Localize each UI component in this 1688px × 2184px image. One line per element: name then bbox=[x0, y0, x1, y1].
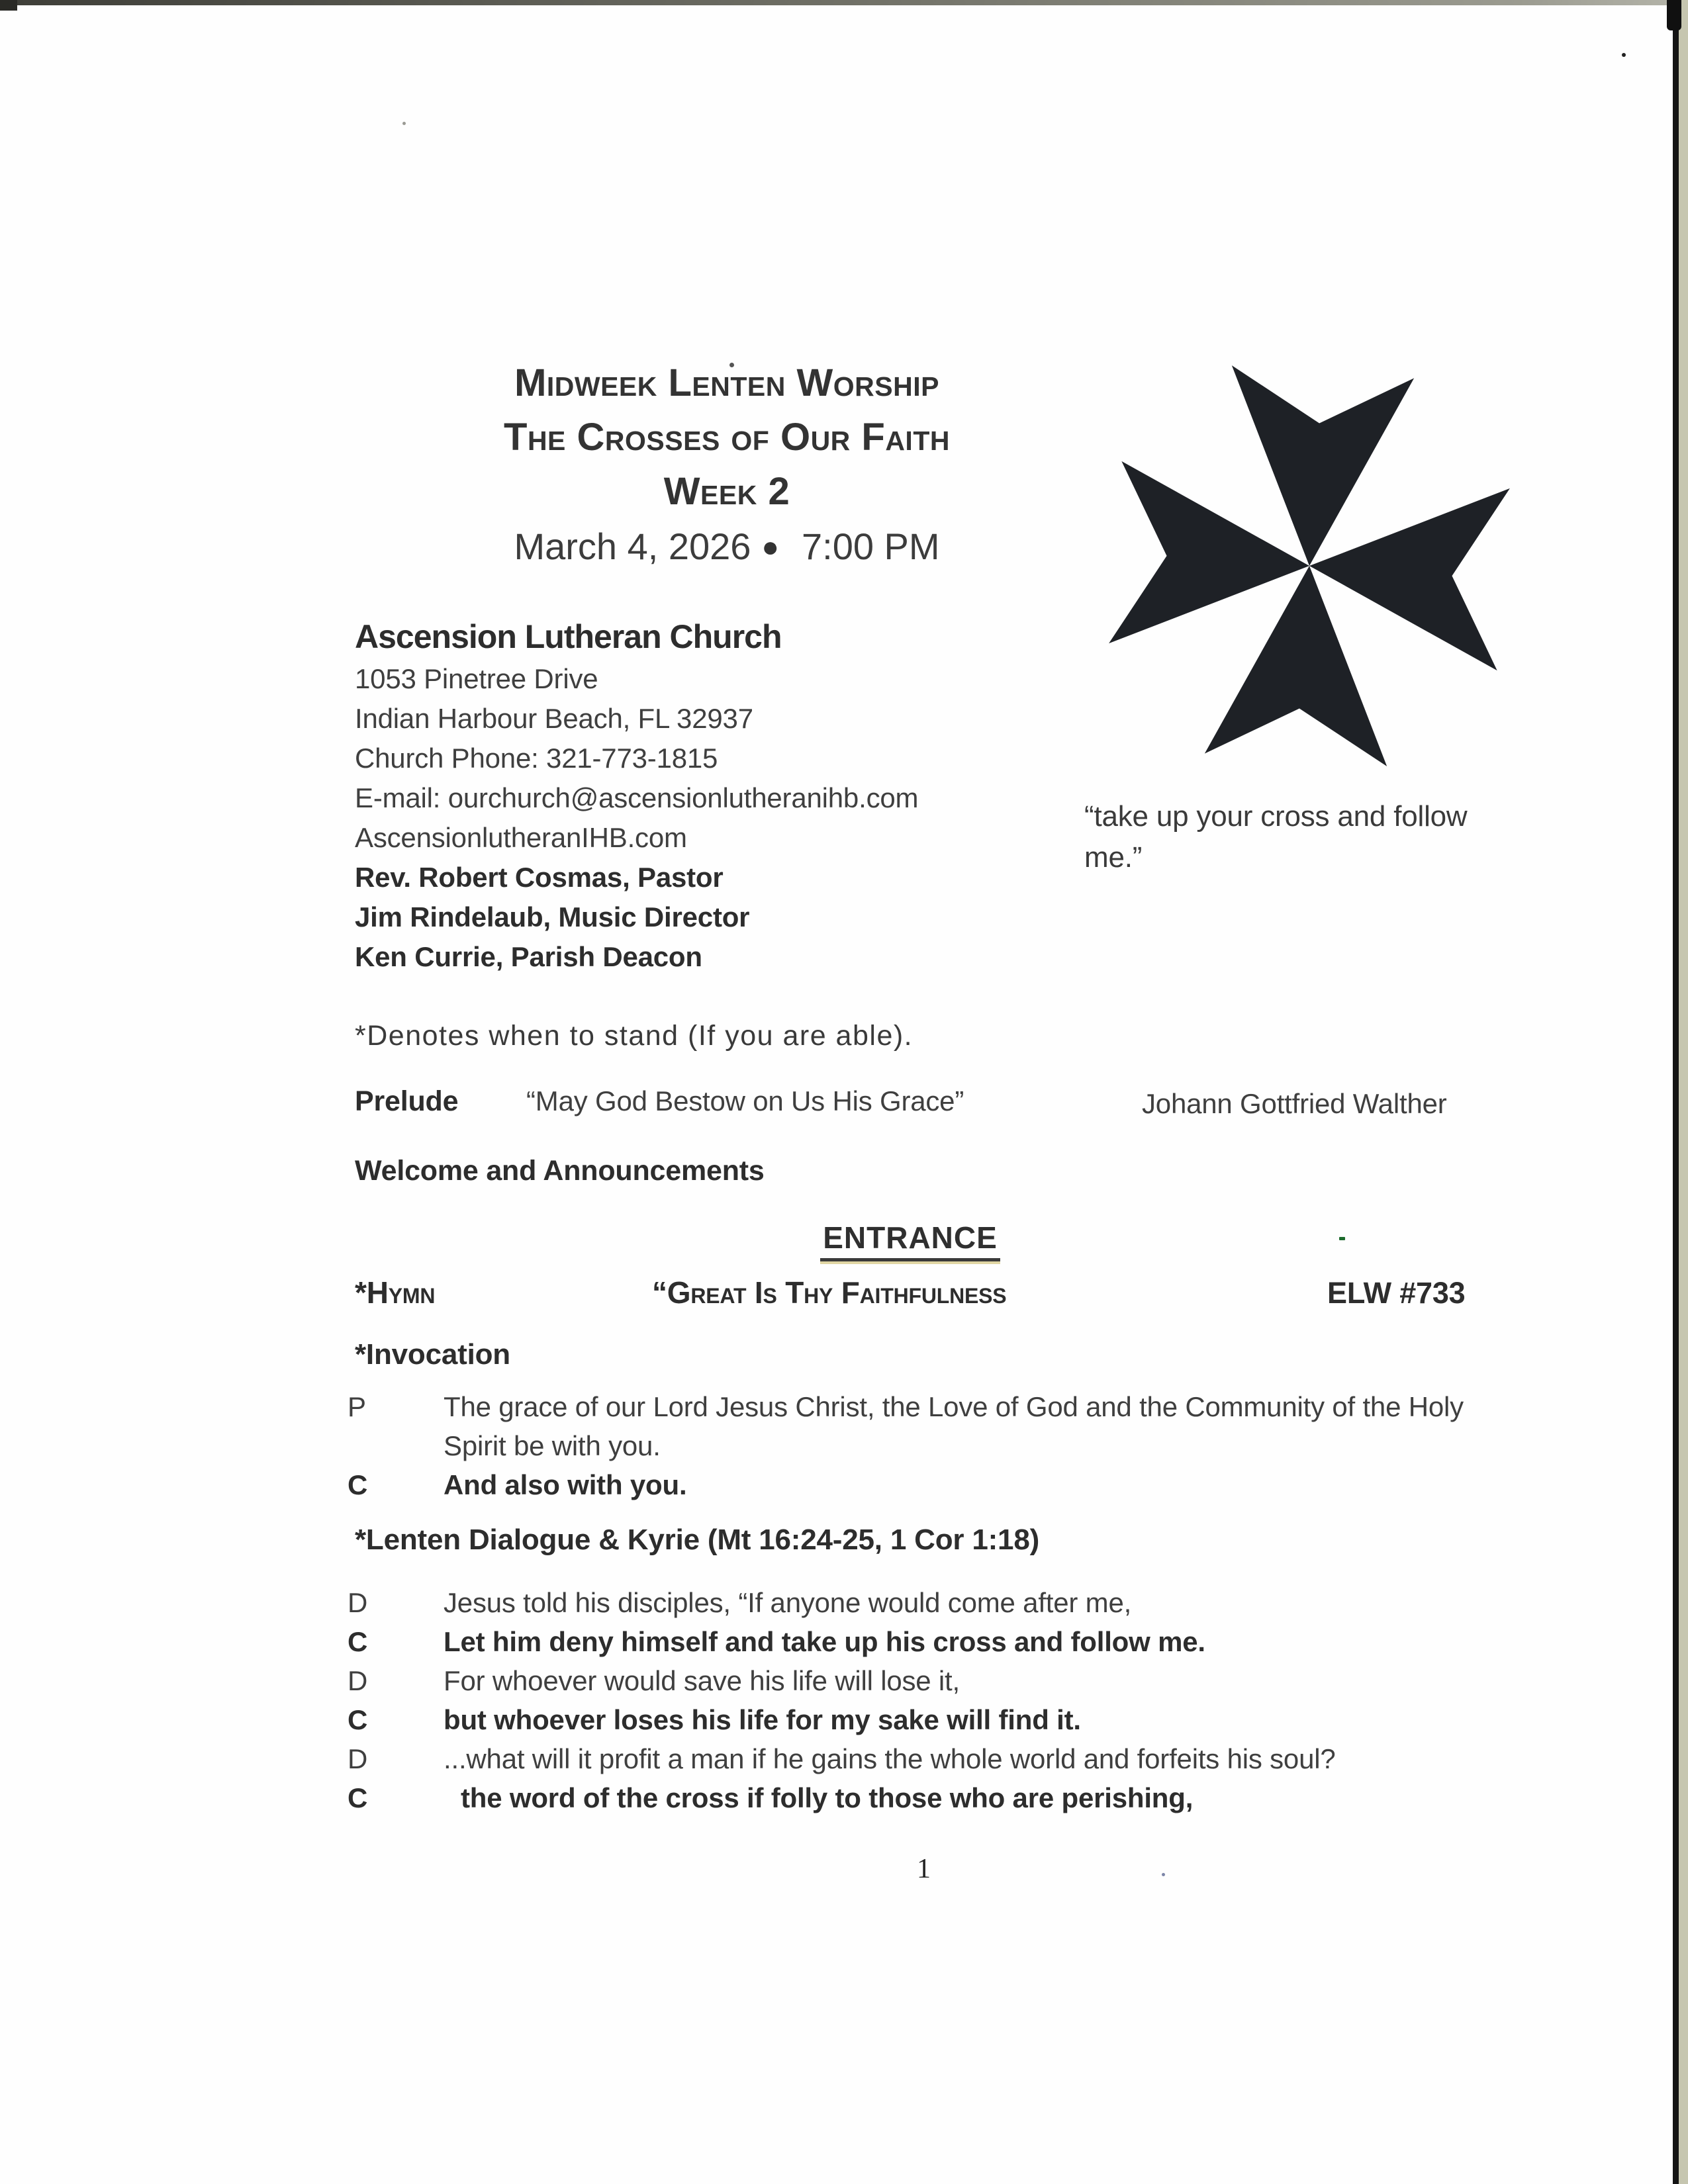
hymn-row bbox=[0, 1275, 1688, 1318]
liturgy-row bbox=[348, 1465, 1513, 1504]
entrance-section bbox=[331, 1220, 1489, 1261]
service-title-line-1: Midweek Lenten Worship bbox=[514, 361, 939, 404]
liturgy-text: the word of the cross if folly to those who are perishing, bbox=[461, 1782, 1194, 1813]
speaker-label: D bbox=[348, 1743, 368, 1774]
speaker-label: P bbox=[348, 1391, 366, 1422]
scan-top-edge bbox=[0, 0, 1688, 5]
church-website: AscensionlutheranIHB.com bbox=[355, 822, 687, 853]
service-title-line-2: The Crosses of Our Faith bbox=[504, 416, 950, 459]
staff-pastor: Rev. Robert Cosmas, Pastor bbox=[355, 862, 724, 893]
liturgy-row bbox=[348, 1387, 1513, 1465]
church-address-line1: 1053 Pinetree Drive bbox=[355, 663, 598, 694]
service-date: March 4, 2026 bbox=[514, 525, 751, 567]
service-datetime bbox=[355, 519, 1099, 575]
bullet-separator-icon: ● bbox=[761, 531, 779, 563]
church-name: Ascension Lutheran Church bbox=[355, 618, 782, 655]
speaker-label: C bbox=[348, 1469, 368, 1500]
stand-note: *Denotes when to stand (If you are able). bbox=[355, 1020, 914, 1052]
church-address-line2: Indian Harbour Beach, FL 32937 bbox=[355, 703, 753, 734]
lenten-dialogue-list bbox=[348, 1583, 1513, 1817]
welcome-announcements: Welcome and Announcements bbox=[355, 1155, 765, 1187]
liturgy-row bbox=[348, 1700, 1513, 1739]
prelude-row bbox=[0, 1085, 1688, 1126]
cross-caption: “take up your cross and follow me.” bbox=[1084, 800, 1468, 874]
liturgy-text: Let him deny himself and take up his cross and follow me. bbox=[444, 1626, 1205, 1657]
invocation-list bbox=[348, 1387, 1513, 1504]
liturgy-text: but whoever loses his life for my sake will find it. bbox=[444, 1704, 1081, 1735]
church-email: E-mail: ourchurch@ascensionlutheranihb.com bbox=[355, 782, 919, 813]
liturgy-text: ...what will it profit a man if he gains the whole world and forfeits his soul? bbox=[444, 1743, 1336, 1774]
liturgy-text: The grace of our Lord Jesus Christ, the Love of God and the Community of the Holy Spirit be with you. bbox=[444, 1391, 1464, 1461]
entrance-heading: ENTRANCE bbox=[820, 1220, 1000, 1261]
hymn-number: ELW #733 bbox=[1327, 1276, 1466, 1310]
service-title-block bbox=[355, 356, 1099, 575]
liturgy-text: And also with you. bbox=[444, 1469, 687, 1500]
scan-speck bbox=[1162, 1873, 1165, 1876]
speaker-label: D bbox=[348, 1587, 368, 1618]
hymn-title: “Great Is Thy Faithfulness bbox=[652, 1275, 1007, 1310]
prelude-label: Prelude bbox=[355, 1085, 459, 1117]
staff-music-director: Jim Rindelaub, Music Director bbox=[355, 901, 750, 933]
scan-top-left-mark bbox=[0, 0, 17, 11]
liturgy-row bbox=[348, 1583, 1513, 1622]
church-info-block bbox=[355, 614, 1176, 977]
liturgy-text: Jesus told his disciples, “If anyone would come after me, bbox=[444, 1587, 1132, 1618]
prelude-composer: Johann Gottfried Walther bbox=[1142, 1088, 1447, 1119]
speaker-label: C bbox=[348, 1704, 368, 1735]
lenten-dialogue-heading: *Lenten Dialogue & Kyrie (Mt 16:24-25, 1 Cor 1:18) bbox=[355, 1524, 1040, 1556]
scan-speck bbox=[402, 122, 406, 125]
liturgy-row bbox=[348, 1622, 1513, 1661]
service-time: 7:00 PM bbox=[802, 525, 940, 567]
prelude-piece-title: “May God Bestow on Us His Grace” bbox=[526, 1085, 964, 1116]
staff-parish-deacon: Ken Currie, Parish Deacon bbox=[355, 941, 702, 972]
hymn-label: *Hymn bbox=[355, 1275, 436, 1310]
liturgy-row bbox=[348, 1739, 1513, 1778]
scan-right-corner-mark bbox=[1667, 0, 1681, 30]
liturgy-row bbox=[348, 1778, 1513, 1817]
invocation-heading: *Invocation bbox=[355, 1338, 510, 1371]
scan-speck bbox=[1622, 53, 1626, 57]
speaker-label: C bbox=[348, 1782, 368, 1813]
page-number: 1 bbox=[917, 1854, 931, 1884]
speaker-label: D bbox=[348, 1665, 368, 1696]
service-title-line-3: Week 2 bbox=[663, 470, 790, 513]
speaker-label: C bbox=[348, 1626, 368, 1657]
liturgy-row bbox=[348, 1661, 1513, 1700]
liturgy-text: For whoever would save his life will lose it, bbox=[444, 1665, 960, 1696]
church-phone: Church Phone: 321-773-1815 bbox=[355, 743, 718, 774]
